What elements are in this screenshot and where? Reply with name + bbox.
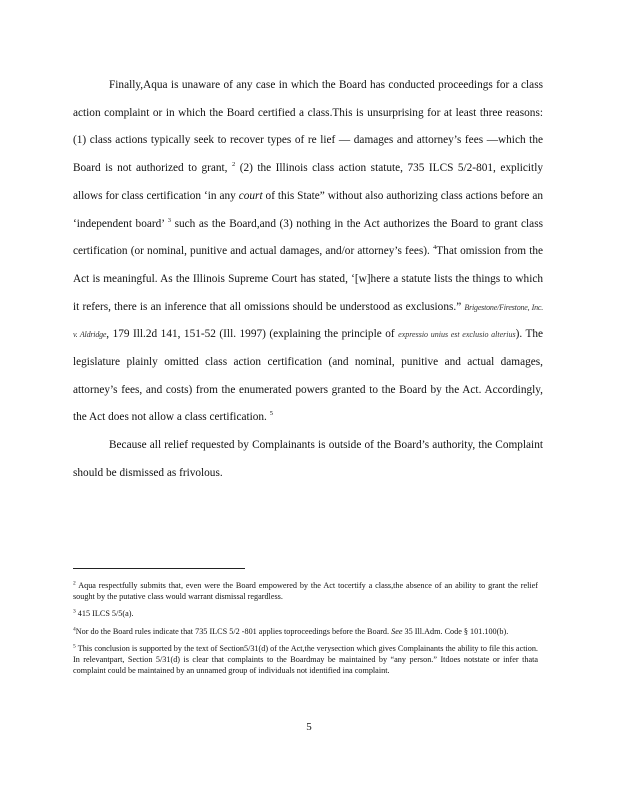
para1-part-g: ). The legislature plainly omitted class action certification (and nominal, punitive and actual damages, attorney’s fees, and costs) from the enumerated powers granted to the Board by the Act. Accordingly, the Act does not allow a class certification. (73, 328, 544, 424)
para1-part-f: , 179 Ill.2d 141, 151-52 (Ill. 1997) (explaining the principle of (106, 328, 395, 341)
footnote-ref-5[interactable]: 5 (269, 410, 273, 418)
paragraph-conclusion: Because all relief requested by Complainants is outside of the Board’s authority, the Complaint should be dismissed as frivolous. (73, 439, 543, 479)
footnote-4-text-a: Nor do the Board rules indicate that 735 ILCS 5/2 -801 applies toproceedings before the Board. (75, 626, 390, 636)
footnote-5 (73, 643, 538, 677)
footnote-3 (73, 608, 538, 619)
case-name: Brigestone/Firestone, Inc. v. Aldridge (73, 302, 544, 340)
para1-part-a: Finally,Aqua is unaware of any case in which the Board has conducted proceedings for a class action complaint or in which the Board certified a class.This is unsurprising for at least three reasons: (1) class actions typically seek to recover types of re lief — damages and attorney’s fees —which the Board is not authorized to grant, (73, 79, 543, 175)
footnote-2-text: Aqua respectfully submits that, even were the Board empowered by the Act tocertify a class,the absence of an ability to grant the relief sought by the putative class would warrant dismissal regardless. (73, 581, 538, 602)
para1-part-d: such as the Board,and (3) nothing in the Act authorizes the Board to grant class certification (or nominal, punitive and actual damages, and/or attorney’s fees). (73, 217, 543, 258)
page-number: 5 (306, 721, 312, 733)
para1-part-b: (2) the Illinois class action statute, 735 ILCS 5/2-801, explicitly allows for class certification ‘in any (73, 162, 543, 202)
body-text (73, 72, 543, 488)
footnotes (73, 580, 538, 682)
footnote-5-text: This conclusion is supported by the text of Section5/31(d) of the Act,the verysection which gives Complainants the ability to file this action. In relevantpart, Section 5/31(d) is clear that complaints to the Boardmay be maintained by “any person.” Itdoes notstate or infer thata complaint could be maintained by an unnamed group of individuals not identified ina complaint. (73, 643, 538, 676)
footnote-mark-5: 5 (73, 643, 76, 650)
footnote-ref-2[interactable]: 2 (231, 161, 236, 169)
paragraph-argument (73, 72, 543, 432)
para1-part-e: That omission from the Act is meaningful. As the Illinois Supreme Court has stated, ‘[w]here a statute lists the things to which it refers, there is an inference that all omissions should be understood as exclusions.” (73, 245, 544, 313)
footnote-mark-4: 4 (73, 625, 76, 632)
latin-phrase: expressio unius est exclusio alterius (398, 330, 516, 340)
footnote-ref-3[interactable]: 3 (167, 216, 172, 224)
footnote-ref-4[interactable]: 4 (433, 244, 437, 252)
footnote-divider (73, 568, 245, 569)
court-word: court (238, 189, 263, 202)
footnote-3-text: 415 ILCS 5/5(a). (77, 609, 134, 619)
footnote-4 (73, 626, 538, 637)
footnote-4-see: See (391, 626, 403, 636)
footnote-mark-2: 2 (73, 580, 76, 587)
footnote-4-text-b: 35 Ill.Adm. Code § 101.100(b). (404, 626, 509, 636)
footnote-2 (73, 580, 538, 602)
para1-part-c: of this State” without also authorizing class actions before an ‘independent board’ (73, 189, 544, 230)
footnote-mark-3: 3 (73, 608, 76, 615)
